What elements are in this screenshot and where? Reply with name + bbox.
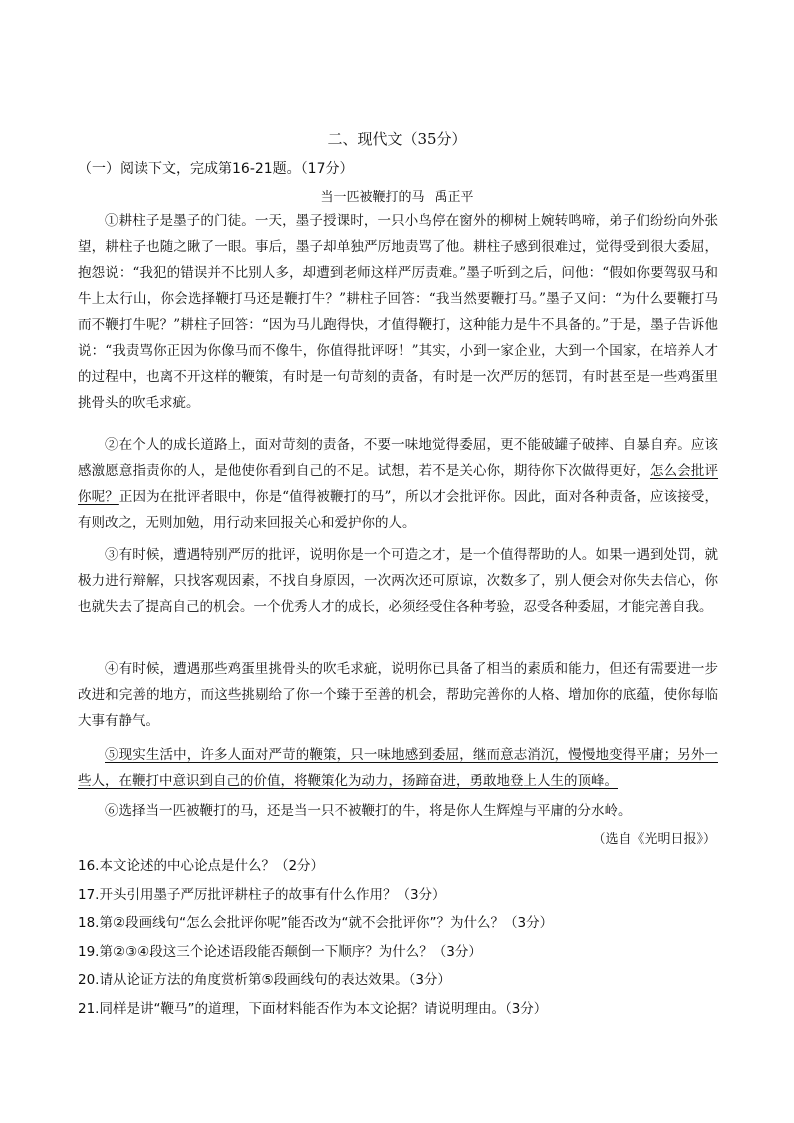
paragraph-2-text-a: ②在个人的成长道路上，面对苛刻的责备，不要一味地觉得委屈，更不能破罐子破摔、自暴自弃。应该感激愿意指责你的人，是他使你看到自己的不足。试想，若不是关心你，期待你下次做得更好， <box>78 437 718 479</box>
question-17: 17.开头引用墨子严厉批评耕柱子的故事有什么作用？（3分） <box>78 886 446 903</box>
paragraph-1-block <box>78 208 718 416</box>
question-list <box>78 852 738 1023</box>
paragraph-2-text-b: 正因为在批评者眼中，你是“值得被鞭打的马”，所以才会批评你。因此，面对各种责备，应该接受，有则改之，无则加勉，用行动来回报关心和爱护你的人。 <box>78 489 719 531</box>
paragraph-1: ①耕柱子是墨子的门徒。一天，墨子授课时，一只小鸟停在窗外的柳树上婉转鸣啼，弟子们纷纷向外张望，耕柱子也随之瞅了一眼。事后，墨子却单独严厉地责骂了他。耕柱子感到很难过，觉得受到很大委屈，抱怨说：“我犯的错误并不比别人多，却遭到老师这样严厉责难。”墨子听到之后，问他：“假如你要驾驭马和牛上太行山，你会选择鞭打马还是鞭打牛？”耕柱子回答：“我当然要鞭打马。”墨子又问：“为什么要鞭打马而不鞭打牛呢？”耕柱子回答：“因为马儿跑得快，才值得鞭打，这种能力是牛不具备的。”于是，墨子告诉他说：“我责骂你正因为你像马而不像牛，你值得批评呀！”其实，小到一家企业，大到一个国家，在培养人才的过程中，也离不开这样的鞭策，有时是一句苛刻的责备，有时是一次严厉的惩罚，有时甚至是一些鸡蛋里挑骨头的吹毛求疵。 <box>78 213 718 411</box>
article-author: 禹正平 <box>434 190 474 205</box>
question-20: 20.请从论证方法的角度赏析第⑤段画线句的表达效果。（3分） <box>78 972 451 988</box>
paragraph-4-block <box>78 656 718 734</box>
paragraph-2-underlined-sentence: 怎么会批评你呢？ <box>78 463 719 505</box>
paragraph-5 <box>78 742 718 794</box>
article-source: （选自《光明日报》） <box>592 832 716 847</box>
paragraph-5-underlined-sentence: ⑤现实生活中，许多人面对严苛的鞭策，只一味地感到委屈，继而意志消沉，慢慢地变得平庸；另外一些人，在鞭打中意识到自己的价值，将鞭策化为动力，扬蹄奋进，勇敢地登上人生的顶峰。 <box>78 747 718 789</box>
paragraph-6-block <box>78 798 718 824</box>
paragraph-6: ⑥选择当一匹被鞭打的马，还是当一只不被鞭打的牛，将是你人生辉煌与平庸的分水岭。 <box>105 803 632 819</box>
paragraph-3: ③有时候，遭遇特别严厉的批评，说明你是一个可造之才，是一个值得帮助的人。如果一遇到处罚，就极力进行辩解，只找客观因素，不找自身原因，一次两次还可原谅，次数多了，别人便会对你失去信心，你也就失去了提高自己的机会。一个优秀人才的成长，必须经受住各种考验，忍受各种委屈，才能完善自我。 <box>78 547 718 615</box>
article-title: 当一匹被鞭打的马 <box>320 190 425 205</box>
paragraph-4: ④有时候，遭遇那些鸡蛋里挑骨头的吹毛求疵，说明你已具备了相当的素质和能力，但还有需要进一步改进和完善的地方，而这些挑剔给了你一个臻于至善的机会，帮助完善你的人格、增加你的底蕴，使你每临大事有静气。 <box>78 661 718 729</box>
question-19: 19.第②③④段这三个论述语段能否颠倒一下顺序？为什么？（3分） <box>78 943 482 960</box>
section-title: 二、现代文（35分） <box>327 130 467 148</box>
question-18: 18.第②段画线句“怎么会批评你呢”能否改为“就不会批评你”？为什么？（3分） <box>78 915 554 931</box>
paragraph-2-block <box>78 432 718 536</box>
paragraph-3-block <box>78 542 718 620</box>
paragraph-5-block <box>78 742 718 794</box>
article-heading <box>0 186 794 205</box>
question-21: 21.同样是讲“鞭马”的道理，下面材料能否作为本文论据？请说明理由。（3分） <box>78 1000 548 1017</box>
paragraph-2 <box>78 432 718 536</box>
reading-instructions: （一）阅读下文，完成第16-21题。（17分） <box>78 161 354 177</box>
question-16: 16.本文论述的中心论点是什么？（2分） <box>78 858 325 874</box>
